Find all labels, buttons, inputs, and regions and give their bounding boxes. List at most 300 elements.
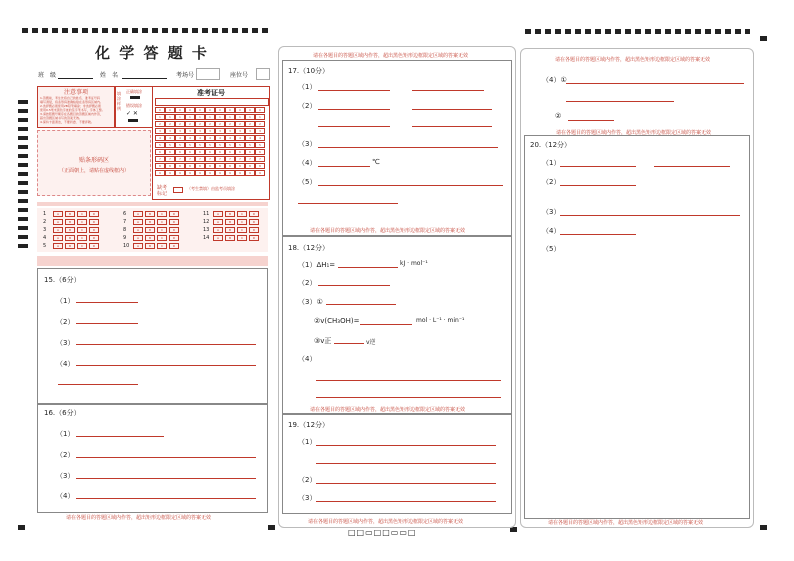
ticket-bubble[interactable]: 6 xyxy=(235,149,245,155)
area-notice: 请在各题目的答题区域内作答，超出黑色矩形边框限定区域的答案无效 xyxy=(310,407,466,413)
mc-option-bubble[interactable]: D xyxy=(249,227,259,233)
ticket-bubble[interactable]: 7 xyxy=(195,156,205,162)
notice-title: 注意事项 xyxy=(63,89,88,96)
mc-option-bubble[interactable]: B xyxy=(225,235,235,241)
ticket-bubble[interactable]: 0 xyxy=(225,107,235,113)
mc-option-bubble[interactable]: B xyxy=(225,219,235,225)
ticket-bubble[interactable]: 6 xyxy=(175,149,185,155)
mc-option-bubble[interactable]: C xyxy=(237,227,247,233)
ticket-bubble[interactable]: 9 xyxy=(225,170,235,176)
mc-option-bubble[interactable]: C xyxy=(237,219,247,225)
ticket-bubble[interactable]: 3 xyxy=(155,128,165,134)
multiple-choice-area[interactable] xyxy=(37,208,268,252)
q20-item: （1） xyxy=(542,159,561,167)
ticket-bubble[interactable]: 2 xyxy=(165,121,175,127)
wrong-fill-marks: ✓ ✕ xyxy=(126,110,138,117)
mc-option-bubble[interactable]: A xyxy=(213,227,223,233)
mc-option-bubble[interactable]: D xyxy=(89,243,99,249)
ticket-box xyxy=(152,86,270,200)
answer-line[interactable] xyxy=(76,302,138,303)
answer-line[interactable] xyxy=(76,478,256,479)
ticket-bubble[interactable]: 4 xyxy=(235,135,245,141)
ticket-bubble[interactable]: 5 xyxy=(155,142,165,148)
q19-item: （4）① xyxy=(542,76,567,84)
q19-item: ② xyxy=(555,112,562,120)
mc-option-bubble[interactable]: A xyxy=(53,243,63,249)
answer-line[interactable] xyxy=(338,267,398,268)
mc-option-bubble[interactable]: A xyxy=(213,219,223,225)
ticket-bubble[interactable]: 4 xyxy=(185,135,195,141)
ticket-bubble[interactable]: 3 xyxy=(195,128,205,134)
q18-title: 18.（12分） xyxy=(288,244,330,252)
ticket-bubble[interactable]: 5 xyxy=(185,142,195,148)
mc-option-bubble[interactable]: B xyxy=(65,219,75,225)
ticket-bubble[interactable]: 6 xyxy=(215,149,225,155)
mc-option-bubble[interactable]: A xyxy=(133,243,143,249)
ticket-bubble[interactable]: 3 xyxy=(245,128,255,134)
ticket-bubble[interactable]: 7 xyxy=(185,156,195,162)
ticket-bubble[interactable]: 0 xyxy=(195,107,205,113)
answer-line[interactable] xyxy=(76,457,256,458)
mc-option-bubble[interactable]: B xyxy=(65,227,75,233)
mc-option-bubble[interactable]: B xyxy=(65,235,75,241)
ticket-bubble[interactable]: 8 xyxy=(205,163,215,169)
mc-question-number: 14 xyxy=(203,235,210,241)
answer-line[interactable] xyxy=(316,501,496,502)
ticket-bubble[interactable]: 6 xyxy=(155,149,165,155)
ticket-bubble[interactable]: 8 xyxy=(175,163,185,169)
ticket-bubble[interactable]: 8 xyxy=(165,163,175,169)
ticket-bubble[interactable]: 4 xyxy=(175,135,185,141)
answer-line[interactable] xyxy=(560,215,740,216)
ticket-bubble-grid[interactable] xyxy=(155,107,267,177)
ticket-bubble[interactable]: 5 xyxy=(255,142,265,148)
answer-line[interactable] xyxy=(318,126,390,127)
mc-option-bubble[interactable]: D xyxy=(89,227,99,233)
ticket-bubble[interactable]: 1 xyxy=(225,114,235,120)
mc-option-bubble[interactable]: B xyxy=(225,211,235,217)
answer-line[interactable] xyxy=(566,101,674,102)
mc-question-number: 8 xyxy=(123,227,127,233)
mc-option-bubble[interactable]: C xyxy=(157,227,167,233)
ticket-bubble[interactable]: 2 xyxy=(255,121,265,127)
q18-item: ②v(CH₃OH)= xyxy=(314,317,360,325)
q19-title: 19.（12分） xyxy=(288,421,330,429)
mc-option-bubble[interactable]: B xyxy=(65,211,75,217)
answer-line[interactable] xyxy=(316,380,501,381)
mc-question-number: 12 xyxy=(203,219,210,225)
ticket-bubble[interactable]: 4 xyxy=(255,135,265,141)
mc-question-number: 11 xyxy=(203,211,210,217)
answer-line[interactable] xyxy=(566,83,744,84)
mc-option-bubble[interactable]: A xyxy=(133,235,143,241)
ticket-bubble[interactable]: 9 xyxy=(175,170,185,176)
ticket-bubble[interactable]: 7 xyxy=(205,156,215,162)
q16-item: （1） xyxy=(56,430,75,438)
notice-line: 3.请按照题号顺序在各题目的答题区域内作答， xyxy=(40,112,103,116)
registration-mark xyxy=(18,525,25,530)
q17-item: （5） xyxy=(298,178,317,186)
ticket-bubble[interactable]: 4 xyxy=(205,135,215,141)
q18-item: ③v正 xyxy=(314,337,332,345)
ticket-bubble[interactable]: 1 xyxy=(175,114,185,120)
ticket-bubble[interactable]: 1 xyxy=(215,114,225,120)
ticket-bubble[interactable]: 4 xyxy=(245,135,255,141)
ticket-bubble[interactable]: 6 xyxy=(165,149,175,155)
q17-item: （3） xyxy=(298,140,317,148)
q16-item: （4） xyxy=(56,492,75,500)
answer-line[interactable] xyxy=(58,384,138,385)
ticket-bubble[interactable]: 1 xyxy=(165,114,175,120)
area-notice: 请在各题目的答题区域内作答，超出黑色矩形边框限定区域的答案无效 xyxy=(310,228,466,234)
mc-option-bubble[interactable]: B xyxy=(145,243,155,249)
exam-room-field[interactable] xyxy=(196,68,220,80)
ticket-bubble[interactable]: 9 xyxy=(235,170,245,176)
ticket-bubble[interactable]: 1 xyxy=(155,114,165,120)
ticket-bubble[interactable]: 1 xyxy=(205,114,215,120)
ticket-bubble[interactable]: 0 xyxy=(165,107,175,113)
wrong-fill-mark xyxy=(128,119,138,122)
ticket-bubble[interactable]: 5 xyxy=(165,142,175,148)
ticket-bubble[interactable]: 5 xyxy=(175,142,185,148)
mc-option-bubble[interactable]: D xyxy=(249,235,259,241)
ticket-bubble[interactable]: 0 xyxy=(155,107,165,113)
mc-option-bubble[interactable]: D xyxy=(169,219,179,225)
q20-title: 20.（12分） xyxy=(530,141,572,149)
ticket-bubble[interactable]: 3 xyxy=(255,128,265,134)
ticket-bubble[interactable]: 3 xyxy=(165,128,175,134)
q18-item: （2） xyxy=(298,279,317,287)
mc-question-number: 13 xyxy=(203,227,210,233)
ticket-bubble[interactable]: 2 xyxy=(245,121,255,127)
mc-option-bubble[interactable]: C xyxy=(77,211,87,217)
ticket-bubble[interactable]: 9 xyxy=(165,170,175,176)
seat-label: 座位号 xyxy=(230,72,249,79)
notice-line: 2.选择题必须使用2B铅笔填涂；非选择题必须 xyxy=(40,104,101,108)
mc-option-bubble[interactable]: C xyxy=(237,235,247,241)
footer-code: □□▭□□▭▭□ xyxy=(348,528,417,537)
ticket-bubble[interactable]: 3 xyxy=(175,128,185,134)
notice-line: 1.答题前，考生先将自己的姓名、准考证号码 xyxy=(40,96,100,100)
mc-option-bubble[interactable]: A xyxy=(53,227,63,233)
ticket-bubble[interactable]: 6 xyxy=(255,149,265,155)
answer-line[interactable] xyxy=(298,203,398,204)
ticket-bubble[interactable]: 5 xyxy=(195,142,205,148)
q17-box xyxy=(282,60,512,236)
answer-line[interactable] xyxy=(316,463,496,464)
answer-line[interactable] xyxy=(76,436,164,437)
ticket-bubble[interactable]: 1 xyxy=(245,114,255,120)
ticket-bubble[interactable]: 0 xyxy=(205,107,215,113)
answer-line[interactable] xyxy=(316,445,496,446)
mc-option-bubble[interactable]: C xyxy=(157,235,167,241)
ticket-bubble[interactable]: 1 xyxy=(235,114,245,120)
ticket-bubble[interactable]: 7 xyxy=(175,156,185,162)
ticket-bubble[interactable]: 5 xyxy=(225,142,235,148)
ticket-bubble[interactable]: 7 xyxy=(215,156,225,162)
answer-line[interactable] xyxy=(316,397,501,398)
q15-item: （3） xyxy=(56,339,75,347)
ticket-bubble[interactable]: 0 xyxy=(255,107,265,113)
q20-item: （2） xyxy=(542,178,561,186)
ticket-bubble[interactable]: 3 xyxy=(235,128,245,134)
answer-line[interactable] xyxy=(318,109,390,110)
mc-option-bubble[interactable]: A xyxy=(133,219,143,225)
ticket-bubble[interactable]: 9 xyxy=(155,170,165,176)
mc-band-bottom xyxy=(37,256,268,266)
mc-option-bubble[interactable]: D xyxy=(169,227,179,233)
notice-box xyxy=(37,86,115,128)
ticket-bubble[interactable]: 2 xyxy=(155,121,165,127)
q17-unit: ℃ xyxy=(372,158,380,166)
mc-option-bubble[interactable]: A xyxy=(213,211,223,217)
registration-mark xyxy=(22,28,272,33)
ticket-bubble[interactable]: 9 xyxy=(245,170,255,176)
mc-option-bubble[interactable]: A xyxy=(133,211,143,217)
ticket-bubble[interactable]: 3 xyxy=(215,128,225,134)
ticket-bubble[interactable]: 0 xyxy=(215,107,225,113)
ticket-bubble[interactable]: 0 xyxy=(175,107,185,113)
notice-line: 填写清楚，将条形码准确粘贴在条形码区域内。 xyxy=(40,100,104,104)
mc-option-bubble[interactable]: D xyxy=(169,211,179,217)
fill-example-correct: 正确填涂 xyxy=(126,89,142,94)
mc-option-bubble[interactable]: B xyxy=(145,235,155,241)
ticket-bubble[interactable]: 7 xyxy=(165,156,175,162)
answer-line[interactable] xyxy=(568,120,614,121)
answer-line[interactable] xyxy=(560,166,636,167)
mc-option-bubble[interactable]: D xyxy=(249,211,259,217)
ticket-bubble[interactable]: 9 xyxy=(185,170,195,176)
registration-mark xyxy=(525,29,750,34)
ticket-bubble[interactable]: 1 xyxy=(185,114,195,120)
mc-option-bubble[interactable]: B xyxy=(145,211,155,217)
exam-room-label: 考场号 xyxy=(176,72,195,79)
mc-option-bubble[interactable]: A xyxy=(53,235,63,241)
class-label: 班 级 xyxy=(38,72,57,79)
registration-mark xyxy=(268,525,275,530)
mc-question-number: 5 xyxy=(43,243,47,249)
mc-option-bubble[interactable]: B xyxy=(145,227,155,233)
mc-question-number: 2 xyxy=(43,219,47,225)
mc-option-bubble[interactable]: C xyxy=(157,211,167,217)
answer-line[interactable] xyxy=(316,483,496,484)
area-notice: 请在各题目的答题区域内作答，超出黑色矩形边框限定区域的答案无效 xyxy=(313,53,469,59)
ticket-bubble[interactable]: 8 xyxy=(245,163,255,169)
q17-item: （4） xyxy=(298,159,317,167)
q19-item: （2） xyxy=(298,476,317,484)
ticket-bubble[interactable]: 2 xyxy=(175,121,185,127)
answer-line[interactable] xyxy=(412,90,484,91)
mc-question-number: 7 xyxy=(123,219,127,225)
mc-option-bubble[interactable]: D xyxy=(249,219,259,225)
ticket-bubble[interactable]: 4 xyxy=(215,135,225,141)
q17-title: 17.（10分） xyxy=(288,67,330,75)
q20-item: （5） xyxy=(542,245,561,253)
mc-option-bubble[interactable]: D xyxy=(89,219,99,225)
ticket-bubble[interactable]: 2 xyxy=(215,121,225,127)
ticket-bubble[interactable]: 9 xyxy=(215,170,225,176)
ticket-bubble[interactable]: 7 xyxy=(155,156,165,162)
q15-item: （2） xyxy=(56,318,75,326)
ticket-write-row[interactable] xyxy=(155,98,269,106)
answer-line[interactable] xyxy=(412,126,492,127)
q19-item: （1） xyxy=(298,438,317,446)
ticket-bubble[interactable]: 1 xyxy=(195,114,205,120)
mc-question-number: 4 xyxy=(43,235,47,241)
fill-example-side: 填涂样例 xyxy=(117,91,121,111)
ticket-bubble[interactable]: 8 xyxy=(185,163,195,169)
area-notice: 请在各题目的答题区域内作答，超出黑色矩形边框限定区域的答案无效 xyxy=(548,520,704,526)
q20-item: （4） xyxy=(542,227,561,235)
answer-line[interactable] xyxy=(412,109,492,110)
ticket-bubble[interactable]: 6 xyxy=(195,149,205,155)
mc-option-bubble[interactable]: D xyxy=(169,235,179,241)
mc-option-bubble[interactable]: D xyxy=(89,211,99,217)
ticket-bubble[interactable]: 4 xyxy=(165,135,175,141)
mc-band-top xyxy=(37,202,268,206)
answer-line[interactable] xyxy=(76,323,138,324)
ticket-bubble[interactable]: 5 xyxy=(245,142,255,148)
mc-option-bubble[interactable]: A xyxy=(213,235,223,241)
mc-question-number: 10 xyxy=(123,243,130,249)
answer-line[interactable] xyxy=(326,304,396,305)
ticket-title: 准考证号 xyxy=(197,89,225,97)
mc-option-bubble[interactable]: C xyxy=(77,219,87,225)
name-label: 姓 名 xyxy=(100,72,119,79)
ticket-bubble[interactable]: 4 xyxy=(195,135,205,141)
mc-option-bubble[interactable]: B xyxy=(225,227,235,233)
mc-option-bubble[interactable]: A xyxy=(53,211,63,217)
ticket-bubble[interactable]: 0 xyxy=(235,107,245,113)
ticket-bubble[interactable]: 6 xyxy=(225,149,235,155)
mc-option-bubble[interactable]: A xyxy=(53,219,63,225)
mc-question-number: 9 xyxy=(123,235,127,241)
ticket-bubble[interactable]: 7 xyxy=(245,156,255,162)
mc-option-bubble[interactable]: B xyxy=(65,243,75,249)
ticket-bubble[interactable]: 9 xyxy=(205,170,215,176)
mc-option-bubble[interactable]: C xyxy=(77,227,87,233)
registration-mark xyxy=(760,36,767,41)
ticket-bubble[interactable]: 0 xyxy=(245,107,255,113)
fill-example-wrong: 错误填涂 xyxy=(126,103,142,108)
ticket-bubble[interactable]: 1 xyxy=(255,114,265,120)
answer-line[interactable] xyxy=(318,285,390,286)
ticket-bubble[interactable]: 9 xyxy=(195,170,205,176)
mc-option-bubble[interactable]: D xyxy=(169,243,179,249)
answer-line[interactable] xyxy=(318,147,498,148)
q20-item: （3） xyxy=(542,208,561,216)
ticket-bubble[interactable]: 5 xyxy=(215,142,225,148)
page-title: 化 学 答 题 卡 xyxy=(95,44,209,62)
ticket-bubble[interactable]: 7 xyxy=(255,156,265,162)
answer-line[interactable] xyxy=(334,343,364,344)
q17-item: （2） xyxy=(298,102,317,110)
q18-unit: mol · L⁻¹ · min⁻¹ xyxy=(416,317,465,324)
answer-line[interactable] xyxy=(76,344,256,345)
q15-item: （4） xyxy=(56,360,75,368)
seat-field[interactable] xyxy=(256,68,270,80)
ticket-bubble[interactable]: 7 xyxy=(235,156,245,162)
q18-tail: v逆 xyxy=(366,339,376,346)
ticket-bubble[interactable]: 5 xyxy=(235,142,245,148)
answer-line[interactable] xyxy=(318,90,390,91)
barcode-line2: （正面朝上，请贴在虚线框内） xyxy=(58,168,129,174)
answer-line[interactable] xyxy=(560,185,636,186)
mc-question-number: 3 xyxy=(43,227,47,233)
q16-item: （3） xyxy=(56,472,75,480)
area-notice: 请在各题目的答题区域内作答，超出黑色矩形边框限定区域的答案无效 xyxy=(308,519,464,525)
ticket-bubble[interactable]: 8 xyxy=(255,163,265,169)
ticket-bubble[interactable]: 7 xyxy=(225,156,235,162)
q15-title: 15.（6分） xyxy=(44,276,81,284)
ticket-bubble[interactable]: 2 xyxy=(185,121,195,127)
mc-option-bubble[interactable]: C xyxy=(77,235,87,241)
area-notice: 请在各题目的答题区域内作答，超出黑色矩形边框限定区域的答案无效 xyxy=(555,57,711,63)
ticket-bubble[interactable]: 4 xyxy=(225,135,235,141)
area-notice: 请在各题目的答题区域内作答，超出黑色矩形边框限定区域的答案无效 xyxy=(556,130,712,136)
ticket-bubble[interactable]: 2 xyxy=(235,121,245,127)
answer-line[interactable] xyxy=(654,166,730,167)
ticket-bubble[interactable]: 3 xyxy=(205,128,215,134)
ticket-bubble[interactable]: 2 xyxy=(195,121,205,127)
answer-line[interactable] xyxy=(360,324,412,325)
area-notice: 请在各题目的答题区域内作答，超出矩形边框限定区域的答案无效 xyxy=(66,515,212,521)
ticket-bubble[interactable]: 9 xyxy=(255,170,265,176)
ticket-bubble[interactable]: 8 xyxy=(215,163,225,169)
absent-label: 缺考标记 xyxy=(157,185,168,197)
ticket-bubble[interactable]: 8 xyxy=(155,163,165,169)
ticket-bubble[interactable]: 8 xyxy=(225,163,235,169)
q16-item: （2） xyxy=(56,451,75,459)
answer-line[interactable] xyxy=(318,166,370,167)
registration-mark xyxy=(760,525,767,530)
ticket-bubble[interactable]: 6 xyxy=(205,149,215,155)
ticket-bubble[interactable]: 2 xyxy=(225,121,235,127)
notice-lines xyxy=(38,96,114,124)
ticket-bubble[interactable]: 8 xyxy=(235,163,245,169)
ticket-bubble[interactable]: 8 xyxy=(195,163,205,169)
mc-option-bubble[interactable]: C xyxy=(157,219,167,225)
mc-question-number: 1 xyxy=(43,211,47,217)
answer-line[interactable] xyxy=(76,365,256,366)
mc-option-bubble[interactable]: B xyxy=(145,219,155,225)
notice-line: 4.保持卡面清洁，不要折叠、不要弄破。 xyxy=(40,120,94,124)
mc-option-bubble[interactable]: C xyxy=(237,211,247,217)
ticket-bubble[interactable]: 0 xyxy=(185,107,195,113)
absent-bubble[interactable] xyxy=(173,187,183,193)
ticket-bubble[interactable]: 3 xyxy=(185,128,195,134)
q18-item: （3）① xyxy=(298,298,323,306)
mc-option-bubble[interactable]: C xyxy=(77,243,87,249)
mc-option-bubble[interactable]: D xyxy=(89,235,99,241)
answer-line[interactable] xyxy=(560,234,636,235)
notice-line: 使用0.5毫米黑色字迹的签字笔书写，字体工整。 xyxy=(40,108,105,112)
ticket-bubble[interactable]: 2 xyxy=(205,121,215,127)
ticket-bubble[interactable]: 6 xyxy=(245,149,255,155)
answer-line[interactable] xyxy=(318,185,503,186)
q15-item: （1） xyxy=(56,297,75,305)
mc-option-bubble[interactable]: C xyxy=(157,243,167,249)
ticket-bubble[interactable]: 6 xyxy=(185,149,195,155)
ticket-bubble[interactable]: 4 xyxy=(155,135,165,141)
mc-option-bubble[interactable]: A xyxy=(133,227,143,233)
ticket-bubble[interactable]: 5 xyxy=(205,142,215,148)
ticket-bubble[interactable]: 3 xyxy=(225,128,235,134)
barcode-line1: 贴条形码区 xyxy=(78,157,109,164)
q16-title: 16.（6分） xyxy=(44,409,81,417)
answer-line[interactable] xyxy=(76,498,256,499)
q20-box xyxy=(524,135,750,519)
